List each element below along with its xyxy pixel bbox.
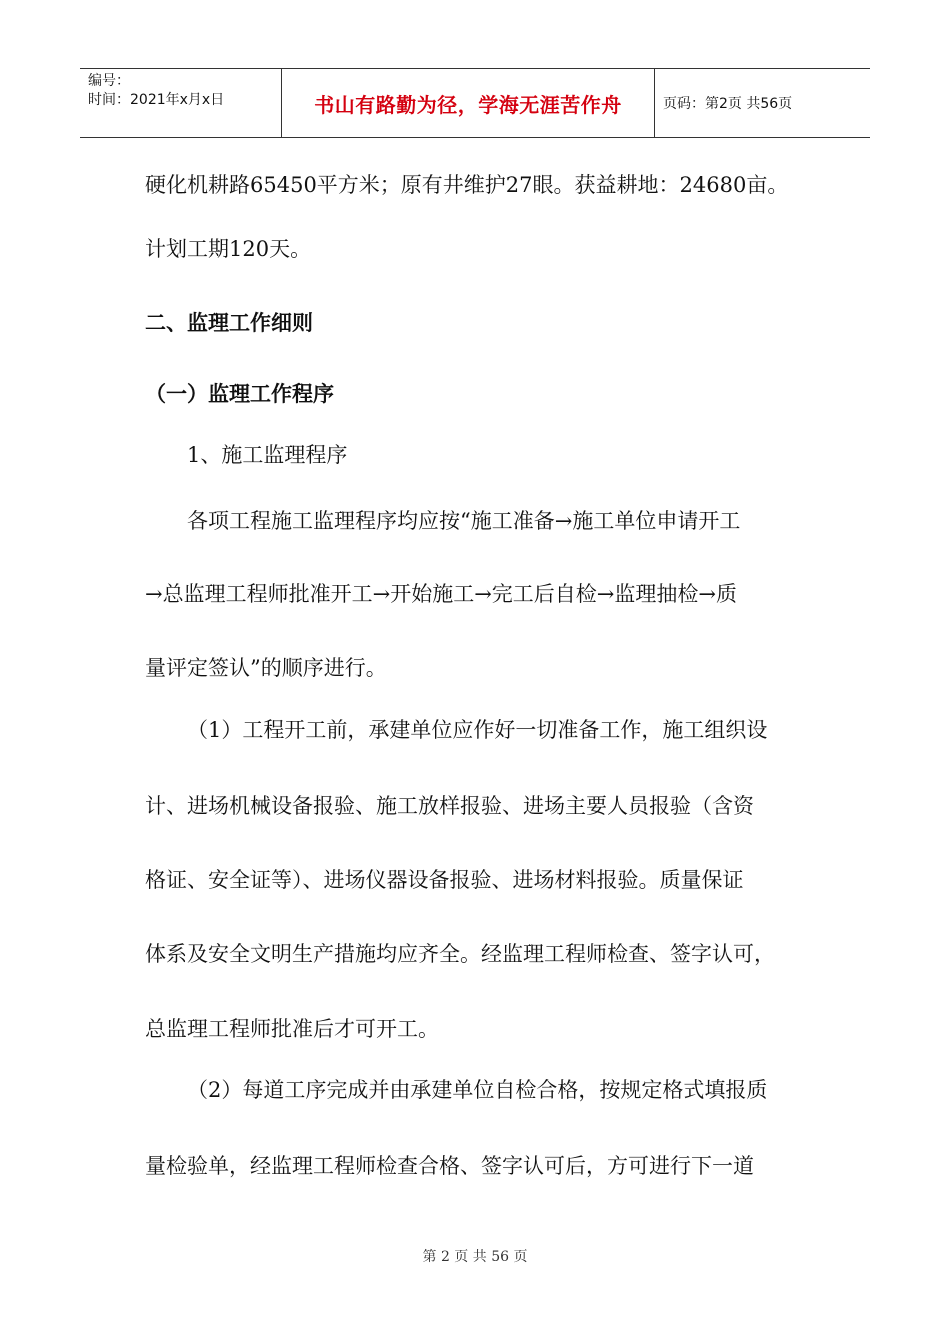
item-heading: 1、施工监理程序 [187,443,348,467]
subsection-heading: （一）监理工作程序 [145,382,334,406]
section-heading: 二、监理工作细则 [145,311,313,335]
document-number-label: 编号： [88,73,130,89]
document-date: 时间：2021年x月x日 [88,92,225,108]
paragraph-line: 总监理工程师批准后才可开工。 [145,1017,439,1041]
paragraph-line: （2）每道工序完成并由承建单位自检合格，按规定格式填报质 [187,1078,768,1102]
paragraph-line: 体系及安全文明生产措施均应齐全。经监理工程师检查、签字认可， [145,942,775,966]
paragraph-line: →总监理工程师批准开工→开始施工→完工后自检→监理抽检→质 [145,582,737,606]
paragraph-line: 量检验单，经监理工程师检查合格、签字认可后，方可进行下一道 [145,1154,754,1178]
body-line: 硬化机耕路65450平方米；原有井维护27眼。获益耕地：24680亩。 [145,173,789,197]
header-page-info: 页码：第2页 共56页 [663,96,793,112]
paragraph-line: 量评定签认”的顺序进行。 [145,656,387,680]
paragraph-line: （1）工程开工前，承建单位应作好一切准备工作，施工组织设 [187,718,768,742]
body-line: 计划工期120天。 [145,237,312,261]
page-footer: 第 2 页 共 56 页 [422,1249,528,1265]
header-meta [80,69,281,137]
paragraph-line: 计、进场机械设备报验、施工放样报验、进场主要人员报验（含资 [145,794,754,818]
page-header [80,68,870,138]
header-motto: 书山有路勤为径，学海无涯苦作舟 [281,69,655,137]
paragraph-line: 格证、安全证等）、进场仪器设备报验、进场材料报验。质量保证 [145,868,744,892]
paragraph-line: 各项工程施工监理程序均应按“施工准备→施工单位申请开工 [187,509,741,533]
